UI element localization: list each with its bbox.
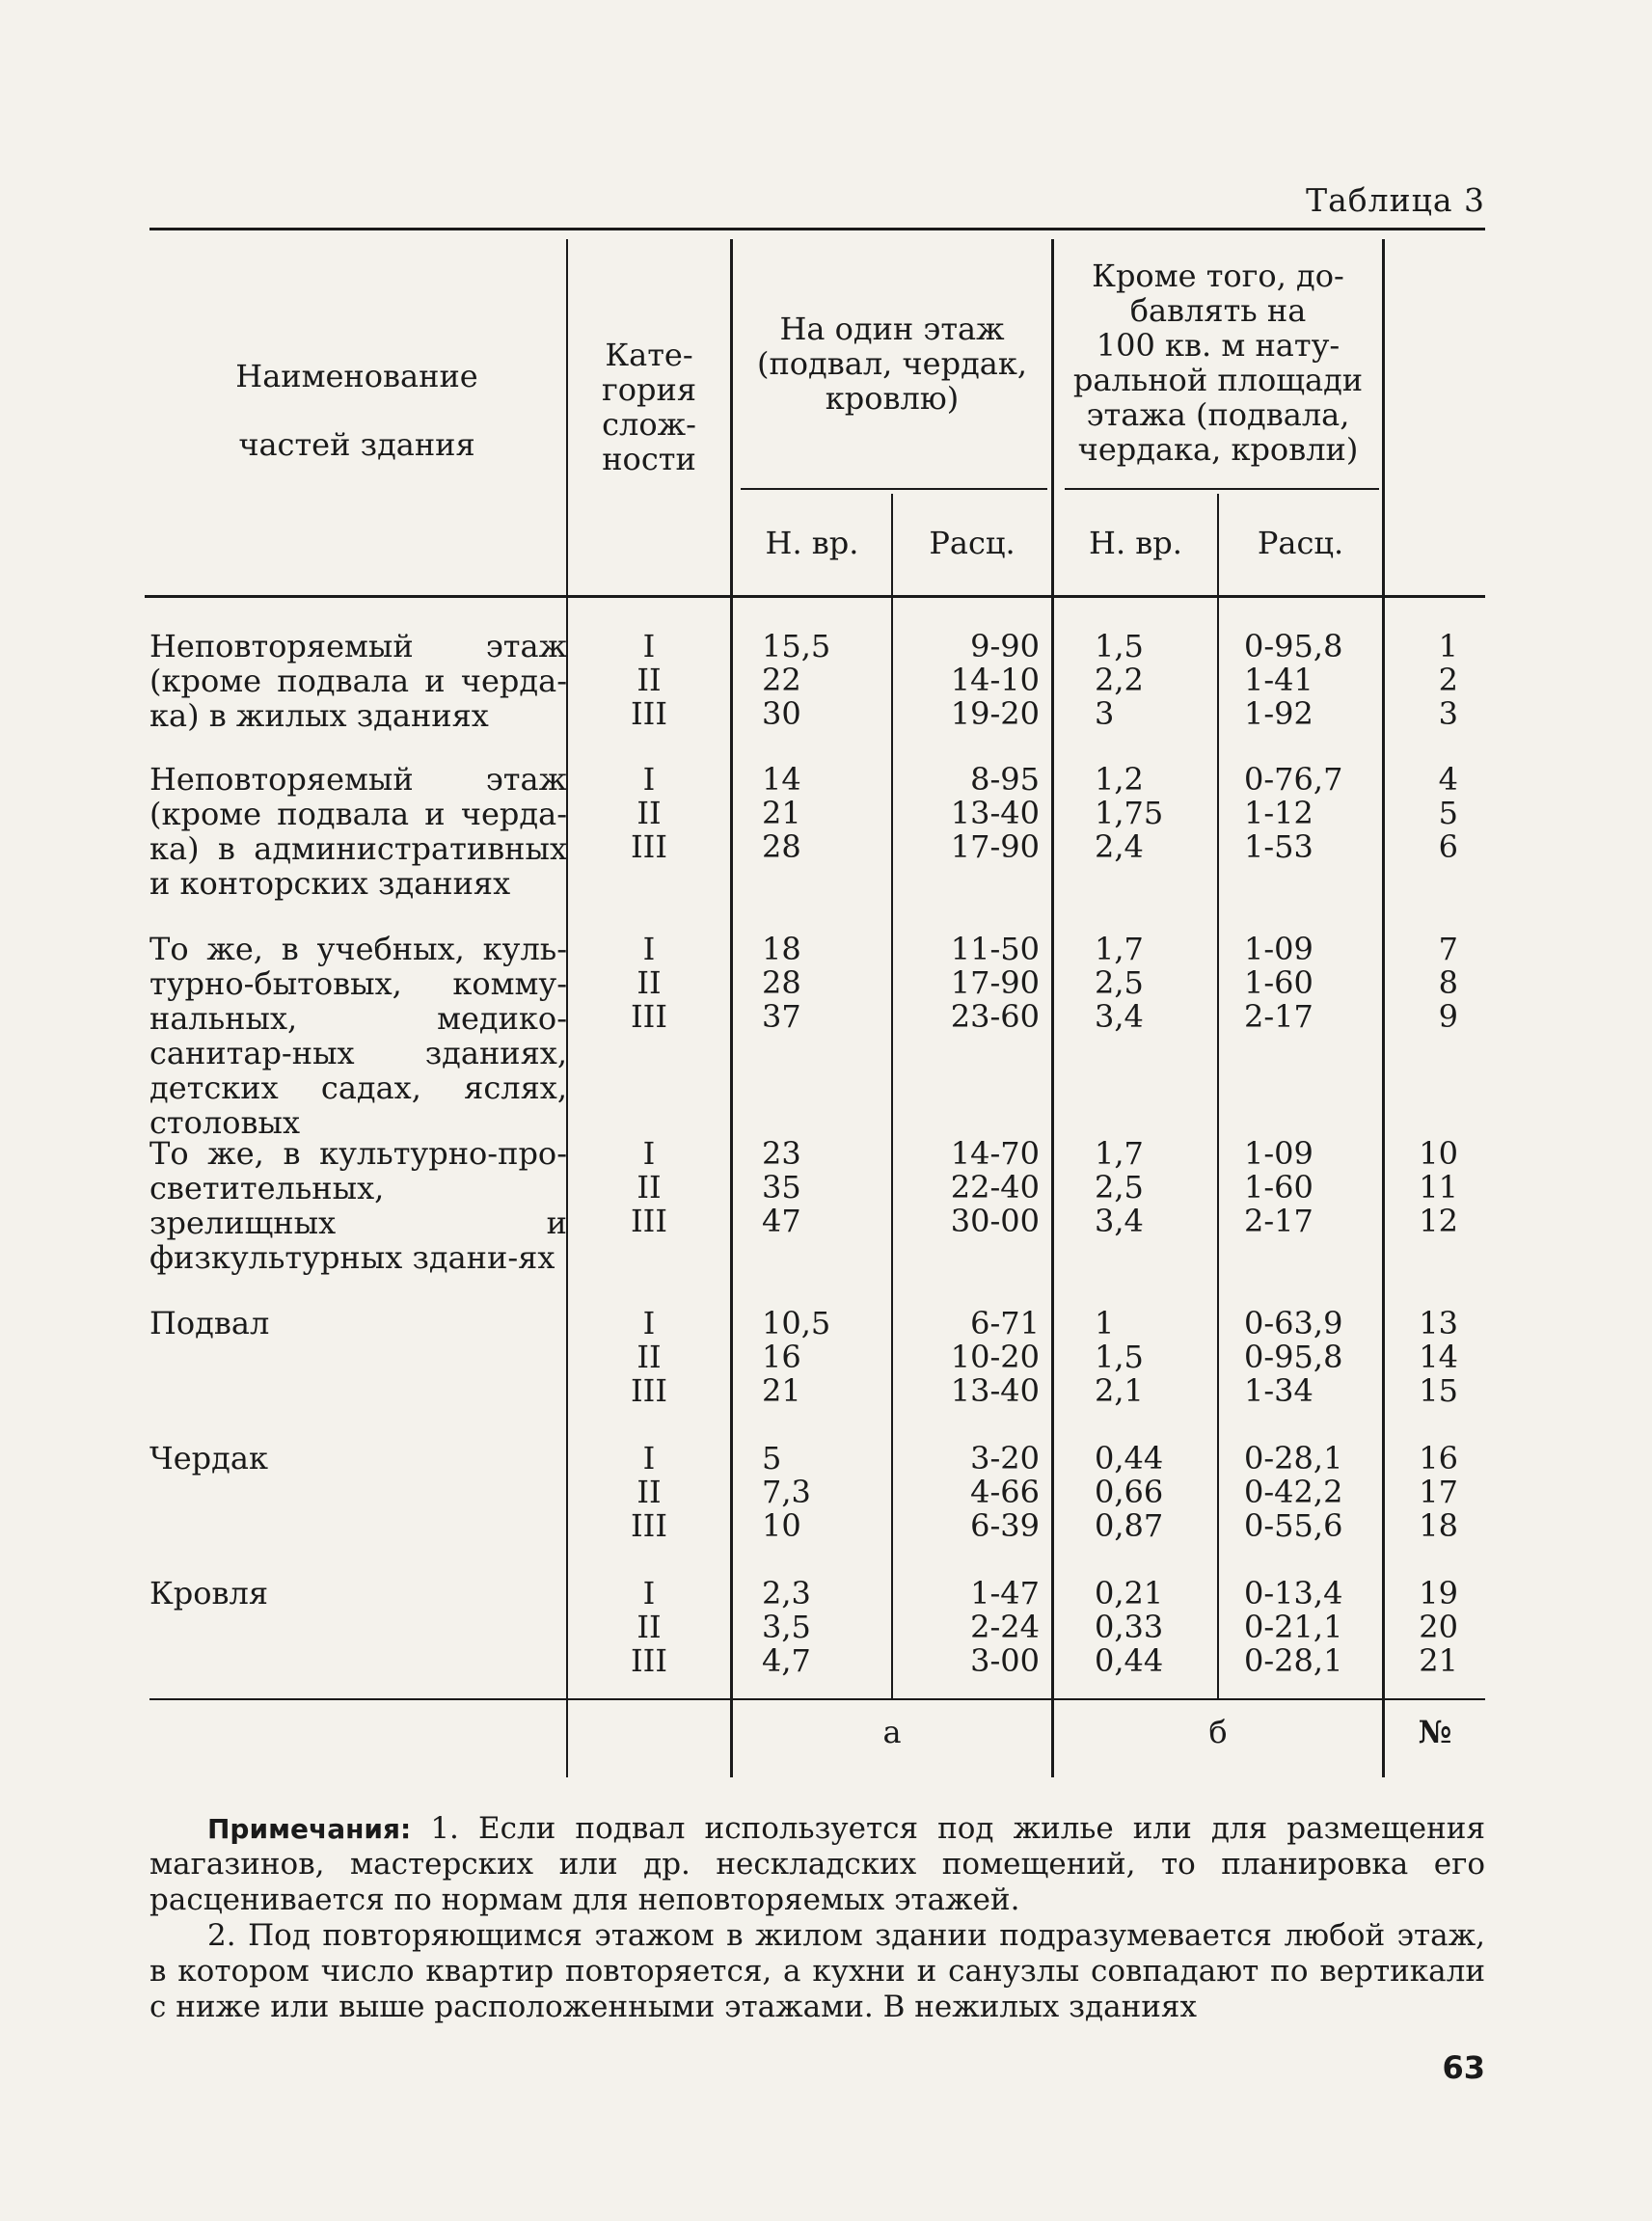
notes — [149, 1811, 1485, 2025]
cell-rasc-a: 14-10 — [950, 662, 1040, 698]
cell-rasc-a: 3-00 — [970, 1642, 1040, 1679]
cell-category: II — [636, 1339, 662, 1375]
cell-rasc-a: 13-40 — [950, 795, 1040, 831]
cell-nvr-a: 10,5 — [762, 1305, 831, 1341]
cell-rasc-b: 2-17 — [1244, 1203, 1313, 1239]
cell-number: 3 — [1438, 695, 1458, 732]
cell-nvr-a: 30 — [762, 695, 801, 732]
cell-category: II — [636, 1474, 662, 1510]
cell-number: 9 — [1438, 998, 1458, 1035]
header-additional-line: 100 кв. м нату- — [1096, 327, 1341, 364]
cell-rasc-a: 1-47 — [970, 1575, 1040, 1612]
header-per-floor-line: кровлю) — [825, 380, 960, 417]
table-top-rule — [149, 228, 1485, 230]
cell-number: 10 — [1419, 1135, 1458, 1172]
footer-label-number: № — [1418, 1714, 1452, 1750]
cell-number: 13 — [1419, 1305, 1458, 1341]
footer-label-a: а — [882, 1714, 902, 1750]
cell-rasc-b: 0-28,1 — [1244, 1440, 1343, 1476]
cell-nvr-a: 3,5 — [762, 1609, 811, 1645]
cell-nvr-a: 2,3 — [762, 1575, 811, 1612]
header-additional — [1054, 258, 1382, 467]
cell-rasc-b: 1-60 — [1244, 1169, 1313, 1205]
cell-rasc-a: 10-20 — [950, 1339, 1040, 1375]
cell-category: I — [642, 931, 656, 967]
header-bottom-rule — [145, 595, 1485, 598]
cell-nvr-b: 0,87 — [1095, 1507, 1164, 1544]
cell-rasc-b: 0-42,2 — [1244, 1474, 1343, 1510]
cell-rasc-b: 1-53 — [1244, 828, 1313, 865]
cell-rasc-b: 0-28,1 — [1244, 1642, 1343, 1679]
cell-number: 20 — [1419, 1609, 1458, 1645]
note-1 — [149, 1811, 1485, 1918]
cell-category: II — [636, 1609, 662, 1645]
cell-rasc-a: 14-70 — [950, 1135, 1040, 1172]
cell-category: I — [642, 1440, 656, 1476]
header-category-line: Кате- — [605, 337, 693, 373]
cell-rasc-b: 0-76,7 — [1244, 761, 1343, 798]
subheader-rule-b — [1065, 488, 1379, 490]
group-name: Чердак — [149, 1440, 268, 1476]
cell-nvr-b: 2,2 — [1095, 662, 1144, 698]
cell-number: 21 — [1419, 1642, 1458, 1679]
cell-nvr-b: 1,5 — [1095, 628, 1144, 664]
cell-rasc-a: 23-60 — [950, 998, 1040, 1035]
cell-nvr-a: 47 — [762, 1203, 801, 1239]
cell-rasc-a: 30-00 — [950, 1203, 1040, 1239]
cell-nvr-b: 2,5 — [1095, 1169, 1144, 1205]
cell-rasc-b: 1-09 — [1244, 1135, 1313, 1172]
header-additional-line: этажа (подвала, — [1086, 396, 1350, 433]
footer-label-b: б — [1208, 1714, 1228, 1750]
header-per-floor — [733, 311, 1051, 416]
header-category-line: слож- — [602, 406, 696, 443]
header-nvr-b: Н. вр. — [1089, 525, 1182, 561]
cell-category: III — [631, 828, 667, 865]
cell-nvr-b: 0,44 — [1095, 1642, 1164, 1679]
cell-number: 8 — [1438, 964, 1458, 1001]
cell-number: 6 — [1438, 828, 1458, 865]
notes-label: Примечания: — [207, 1813, 412, 1845]
cell-category: III — [631, 1642, 667, 1679]
header-nvr-a: Н. вр. — [765, 525, 859, 561]
cell-number: 11 — [1419, 1169, 1458, 1205]
cell-nvr-b: 2,4 — [1095, 828, 1144, 865]
cell-rasc-a: 17-90 — [950, 964, 1040, 1001]
cell-nvr-a: 22 — [762, 662, 801, 698]
cell-nvr-b: 0,66 — [1095, 1474, 1164, 1510]
cell-rasc-a: 22-40 — [950, 1169, 1040, 1205]
cell-nvr-b: 3 — [1095, 695, 1115, 732]
cell-nvr-b: 0,33 — [1095, 1609, 1164, 1645]
cell-number: 7 — [1438, 931, 1458, 967]
cell-rasc-b: 0-13,4 — [1244, 1575, 1343, 1612]
group-name: Кровля — [149, 1575, 269, 1612]
cell-rasc-b: 1-41 — [1244, 662, 1313, 698]
group-name: Подвал — [149, 1305, 270, 1341]
cell-number: 18 — [1419, 1507, 1458, 1544]
note-2: 2. Под повторяющимся этажом в жилом здании подразумевается любой этаж, в котором число квартир повторяется, а кухни и санузлы совпадают по вертикали с ниже или выше расположенными этажами. В нежилых зданиях — [149, 1918, 1485, 2024]
cell-category: I — [642, 761, 656, 798]
group-name: Неповторяемый этаж (кроме подвала и черда-ка) в административных и конторских зданиях — [149, 761, 567, 902]
cell-rasc-b: 0-95,8 — [1244, 1339, 1343, 1375]
cell-nvr-a: 18 — [762, 931, 801, 967]
header-additional-line: ральной площади — [1072, 362, 1364, 398]
cell-category: I — [642, 628, 656, 664]
col-divider-additional — [1051, 239, 1054, 1777]
cell-rasc-a: 2-24 — [970, 1609, 1040, 1645]
cell-nvr-b: 0,44 — [1095, 1440, 1164, 1476]
cell-rasc-a: 4-66 — [970, 1474, 1040, 1510]
header-additional-line: Кроме того, до- — [1092, 257, 1344, 294]
group-name: То же, в учебных, куль-турно-бытовых, комму-нальных, медико-санитар-ных зданиях, детских садах, яслях, столовых — [149, 931, 567, 1141]
cell-rasc-b: 0-63,9 — [1244, 1305, 1343, 1341]
subheader-rule-a — [741, 488, 1047, 490]
cell-nvr-a: 4,7 — [762, 1642, 811, 1679]
cell-rasc-b: 0-21,1 — [1244, 1609, 1343, 1645]
cell-category: II — [636, 795, 662, 831]
table-caption: Таблица 3 — [1306, 181, 1485, 219]
cell-rasc-a: 19-20 — [950, 695, 1040, 732]
cell-nvr-b: 1 — [1095, 1305, 1115, 1341]
cell-nvr-a: 28 — [762, 828, 801, 865]
cell-rasc-b: 1-60 — [1244, 964, 1313, 1001]
cell-nvr-b: 0,21 — [1095, 1575, 1164, 1612]
cell-nvr-a: 14 — [762, 761, 801, 798]
group-name: То же, в культурно-про-светительных, зрелищных и физкультурных здани-ях — [149, 1135, 567, 1276]
header-category — [569, 338, 729, 476]
cell-category: III — [631, 695, 667, 732]
header-category-line: гория — [601, 371, 697, 408]
cell-nvr-b: 1,7 — [1095, 931, 1144, 967]
cell-number: 1 — [1438, 628, 1458, 664]
header-name-line2: частей здания — [238, 426, 475, 463]
cell-rasc-a: 3-20 — [970, 1440, 1040, 1476]
cell-rasc-b: 1-12 — [1244, 795, 1313, 831]
cell-nvr-a: 37 — [762, 998, 801, 1035]
cell-category: II — [636, 964, 662, 1001]
cell-category: III — [631, 1203, 667, 1239]
cell-nvr-a: 7,3 — [762, 1474, 811, 1510]
cell-nvr-a: 23 — [762, 1135, 801, 1172]
cell-nvr-a: 21 — [762, 1372, 801, 1409]
cell-number: 5 — [1438, 795, 1458, 831]
header-rasc-a: Расц. — [929, 525, 1016, 561]
note-1-text: 1. Если подвал используется под жилье или для размещения магазинов, мастерских или др. нескладских помещений, то планировка его расценивается по нормам для неповторяемых этажей. — [149, 1811, 1486, 1917]
body-bottom-rule — [149, 1698, 1485, 1700]
cell-rasc-b: 1-92 — [1244, 695, 1313, 732]
cell-nvr-b: 1,7 — [1095, 1135, 1144, 1172]
cell-nvr-b: 3,4 — [1095, 1203, 1144, 1239]
cell-nvr-b: 1,5 — [1095, 1339, 1144, 1375]
header-name-line1: Наименование — [235, 358, 478, 394]
cell-nvr-b: 2,5 — [1095, 964, 1144, 1001]
cell-rasc-a: 6-71 — [970, 1305, 1040, 1341]
cell-number: 16 — [1419, 1440, 1458, 1476]
cell-nvr-b: 1,2 — [1095, 761, 1144, 798]
cell-nvr-a: 15,5 — [762, 628, 831, 664]
cell-rasc-a: 17-90 — [950, 828, 1040, 865]
cell-nvr-a: 35 — [762, 1169, 801, 1205]
page-number: 63 — [1442, 2049, 1485, 2086]
cell-number: 12 — [1419, 1203, 1458, 1239]
cell-number: 4 — [1438, 761, 1458, 798]
header-category-line: ности — [602, 441, 696, 477]
cell-nvr-b: 1,75 — [1095, 795, 1164, 831]
cell-nvr-a: 16 — [762, 1339, 801, 1375]
cell-rasc-a: 11-50 — [950, 931, 1040, 967]
cell-nvr-b: 2,1 — [1095, 1372, 1144, 1409]
cell-number: 14 — [1419, 1339, 1458, 1375]
header-rasc-b: Расц. — [1257, 525, 1344, 561]
cell-nvr-a: 10 — [762, 1507, 801, 1544]
header-additional-line: бавлять на — [1129, 292, 1307, 329]
cell-rasc-b: 0-55,6 — [1244, 1507, 1343, 1544]
cell-category: III — [631, 998, 667, 1035]
cell-category: III — [631, 1372, 667, 1409]
cell-category: I — [642, 1575, 656, 1612]
cell-number: 15 — [1419, 1372, 1458, 1409]
cell-nvr-a: 28 — [762, 964, 801, 1001]
cell-category: III — [631, 1507, 667, 1544]
cell-number: 17 — [1419, 1474, 1458, 1510]
cell-category: I — [642, 1135, 656, 1172]
group-name: Неповторяемый этаж (кроме подвала и черда-ка) в жилых зданиях — [149, 628, 567, 734]
header-additional-line: чердака, кровли) — [1077, 431, 1359, 468]
cell-rasc-b: 2-17 — [1244, 998, 1313, 1035]
cell-rasc-b: 1-34 — [1244, 1372, 1313, 1409]
cell-nvr-b: 3,4 — [1095, 998, 1144, 1035]
header-per-floor-line: На один этаж — [779, 311, 1005, 347]
header-per-floor-line: (подвал, чердак, — [756, 345, 1028, 382]
cell-nvr-a: 21 — [762, 795, 801, 831]
cell-rasc-a: 6-39 — [970, 1507, 1040, 1544]
cell-category: II — [636, 662, 662, 698]
cell-nvr-a: 5 — [762, 1440, 782, 1476]
cell-category: II — [636, 1169, 662, 1205]
cell-rasc-a: 8-95 — [970, 761, 1040, 798]
cell-category: I — [642, 1305, 656, 1341]
col-divider-per-floor — [730, 239, 733, 1777]
cell-rasc-a: 9-90 — [970, 628, 1040, 664]
cell-rasc-b: 1-09 — [1244, 931, 1313, 967]
cell-rasc-a: 13-40 — [950, 1372, 1040, 1409]
cell-rasc-b: 0-95,8 — [1244, 628, 1343, 664]
cell-number: 2 — [1438, 662, 1458, 698]
cell-number: 19 — [1419, 1575, 1458, 1612]
